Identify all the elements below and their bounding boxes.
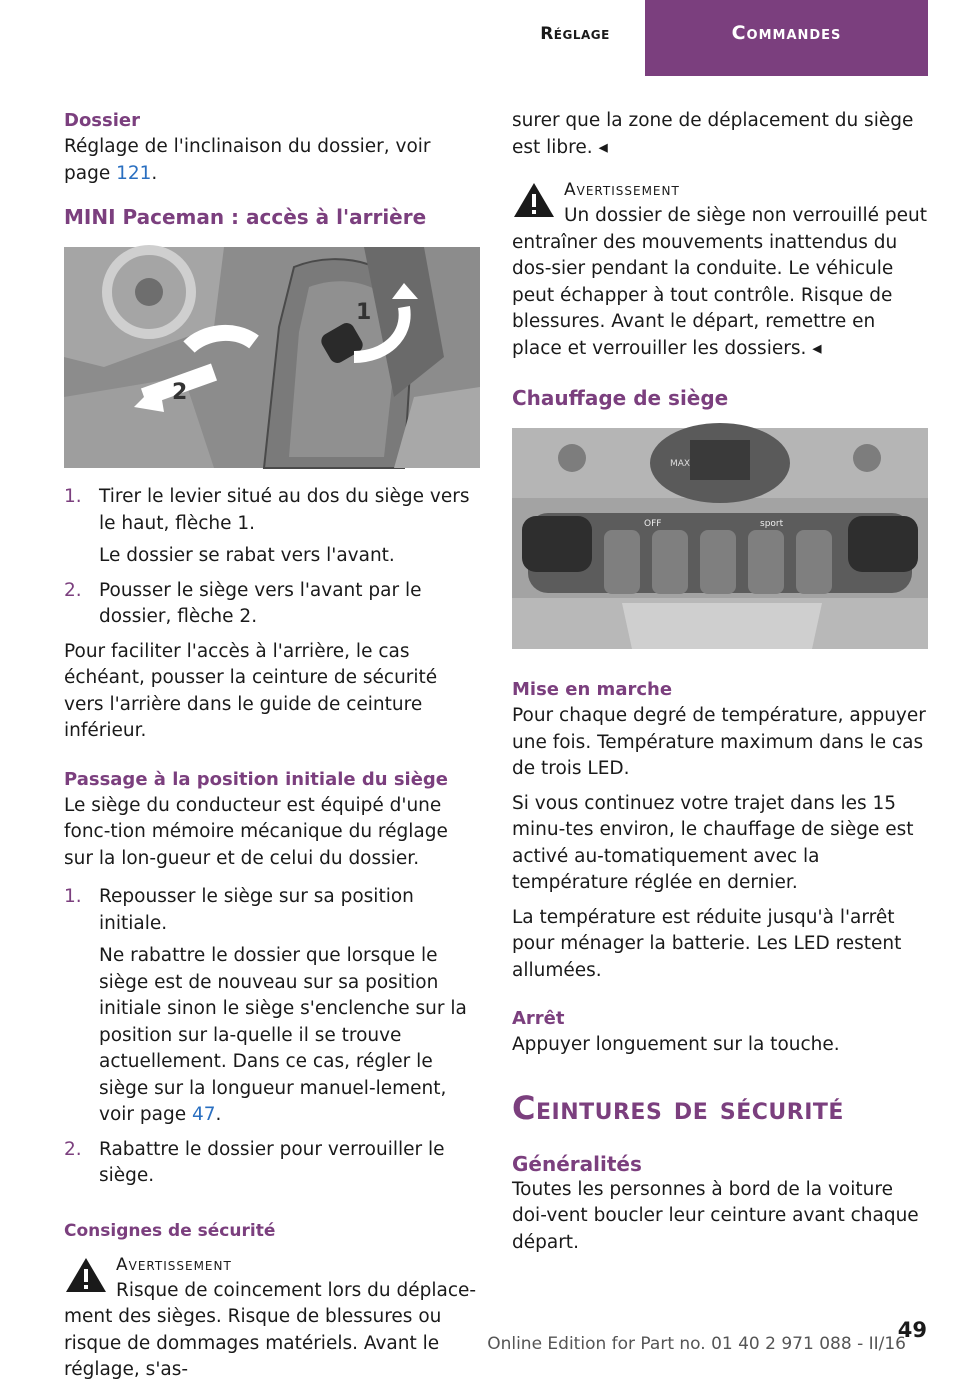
mise-en-marche-heading: Mise en marche bbox=[512, 679, 673, 700]
paceman-heading: MINI Paceman : accès à l'arrière bbox=[64, 205, 427, 229]
dossier-text: Réglage de l'inclinaison du dossier, voir page 121. bbox=[64, 136, 431, 184]
mise-text-1: Pour chaque degré de température, appuyer une fois. Température maximum dans le cas de trois LED. bbox=[512, 705, 926, 779]
mise-text-2: Si vous continuez votre trajet dans les 15 minu‐tes environ, le chauffage de siège est activé au‐tomatiquement avec la température réglée en dernier. bbox=[512, 792, 914, 893]
header-chapter-tab bbox=[645, 0, 928, 76]
page-link-121[interactable]: 121 bbox=[116, 162, 152, 184]
warning-block: Avertissement Un dossier de siège non verrouillé peut entraîner des mouvements inattendus du dos‐sier pendant la conduite. Le véhicule peut échapper à tout contrôle. Risque de blessures. Avant le départ, remettre en place et verrouiller les dossiers. ◂ bbox=[512, 177, 928, 362]
page-number: 49 bbox=[897, 1318, 927, 1342]
warning-triangle-icon bbox=[512, 181, 556, 219]
generalites-heading: Généralités bbox=[512, 1151, 642, 1176]
consignes-heading: Consignes de sécurité bbox=[64, 1220, 276, 1241]
page-footer bbox=[0, 1318, 960, 1362]
seat-access-illustration bbox=[64, 247, 480, 468]
ceintures-heading: Ceintures de sécurité bbox=[512, 1088, 844, 1127]
section-name: Réglage bbox=[540, 24, 610, 44]
header-section-label bbox=[505, 0, 645, 74]
left-column bbox=[64, 108, 480, 1384]
list-item: 2. Pousser le siège vers l'avant par le dossier, flèche 2. bbox=[64, 579, 422, 627]
warning-triangle-icon bbox=[64, 1256, 108, 1294]
passage-heading: Passage à la position initiale du siège bbox=[64, 768, 449, 790]
dossier-heading: Dossier bbox=[64, 110, 140, 131]
page-link-47[interactable]: 47 bbox=[191, 1104, 216, 1125]
seat-heating-panel-illustration bbox=[512, 428, 928, 649]
passage-text: Le siège du conducteur est équipé d'une fonc‐tion mémoire mécanique du réglage sur la lon‐gueur et de celui du dossier. bbox=[64, 794, 448, 869]
edition-text: Online Edition for Part no. 01 40 2 971 088 - II/16 bbox=[487, 1334, 906, 1354]
chapter-name: Commandes bbox=[731, 22, 842, 44]
continued-text: surer que la zone de déplacement du siège est libre. ◂ bbox=[512, 110, 914, 158]
panel-sport-label: sport bbox=[760, 519, 784, 529]
warning-block: Avertissement Risque de coincement lors du déplace‐ ment des sièges. Risque de blessures ou risque de dommages matériels. Avant le réglage, s'as‐ bbox=[64, 1252, 480, 1384]
panel-max-label: MAX bbox=[670, 459, 691, 469]
warning-title: Avertissement bbox=[564, 180, 680, 200]
panel-off-label: OFF bbox=[644, 519, 662, 529]
list-item: 1. Repousser le siège sur sa position initiale. Ne rabattre le dossier que lorsque le siège est de nouveau sur sa position initiale sinon le siège s'enclenche sur la position sur la‐quelle il se trouve actuellement. Dans ce cas, régler le siège sur la longueur manuel‐lement, voir page 47. bbox=[64, 886, 467, 1125]
chauffage-heading: Chauffage de siège bbox=[512, 386, 729, 410]
generalites-text: Toutes les personnes à bord de la voiture doi‐vent boucler leur ceinture avant chaque départ. bbox=[512, 1178, 919, 1253]
warning-title: Avertissement bbox=[116, 1254, 232, 1275]
list-item: 2. Rabattre le dossier pour verrouiller le siège. bbox=[64, 1138, 445, 1186]
arret-text: Appuyer longuement sur la touche. bbox=[512, 1034, 840, 1055]
arrow-2-label: 2 bbox=[172, 380, 188, 405]
access-text: Pour faciliter l'accès à l'arrière, le cas échéant, pousser la ceinture de sécurité vers l'arrière dans le guide de ceinture inférieur. bbox=[64, 640, 438, 741]
arrow-1-label: 1 bbox=[356, 300, 372, 325]
list-item: 1. Tirer le levier situé au dos du siège vers le haut, flèche 1. Le dossier se rabat vers l'avant. bbox=[64, 486, 470, 566]
mise-text-3: La température est réduite jusqu'à l'arrêt pour ménager la batterie. Les LED restent allumées. bbox=[512, 906, 902, 981]
arret-heading: Arrêt bbox=[512, 1008, 565, 1029]
right-column bbox=[512, 108, 928, 1256]
